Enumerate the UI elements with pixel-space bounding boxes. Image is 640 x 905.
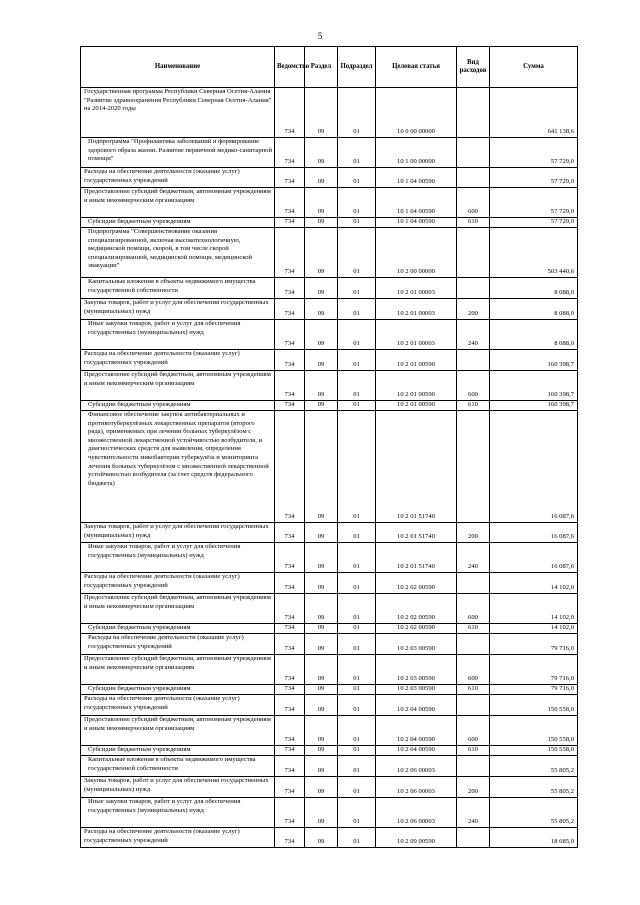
table-row bbox=[81, 168, 578, 188]
table-cell-section: 09 bbox=[305, 411, 338, 523]
table-cell-expense-type: 240 bbox=[457, 320, 490, 350]
table-cell-amount: 14 102,0 bbox=[490, 624, 578, 634]
table-cell-expense-type: 600 bbox=[457, 716, 490, 746]
table-cell-amount: 8 088,0 bbox=[490, 278, 578, 299]
table-cell-expense-type: 610 bbox=[457, 218, 490, 228]
table-cell-expense-type: 600 bbox=[457, 594, 490, 624]
table-cell-expense-type: 600 bbox=[457, 655, 490, 685]
table-cell-amount: 160 398,7 bbox=[490, 371, 578, 401]
header-name: Наименование bbox=[81, 47, 275, 88]
table-cell-name: Субсидии бюджетным учреждениям bbox=[81, 401, 275, 411]
table-cell-section: 09 bbox=[305, 168, 338, 188]
table-cell-dept: 734 bbox=[275, 523, 305, 543]
table-cell-name: Капитальные вложения в объекты недвижимого имущества государственной собственности bbox=[81, 756, 275, 777]
table-row bbox=[81, 695, 578, 716]
table-cell-dept: 734 bbox=[275, 655, 305, 685]
table-cell-dept: 734 bbox=[275, 798, 305, 828]
table-cell-section: 09 bbox=[305, 350, 338, 371]
table-cell-target: 10 2 01 00590 bbox=[376, 350, 457, 371]
table-cell-dept: 734 bbox=[275, 828, 305, 848]
header-subsection: Подраздел bbox=[338, 47, 376, 88]
header-section: Раздел bbox=[305, 47, 338, 88]
table-cell-amount: 57 729,0 bbox=[490, 138, 578, 168]
table-cell-amount: 18 685,0 bbox=[490, 828, 578, 848]
table-cell-expense-type bbox=[457, 828, 490, 848]
table-cell-dept: 734 bbox=[275, 746, 305, 756]
table-cell-section: 09 bbox=[305, 188, 338, 218]
table-cell-amount: 503 440,6 bbox=[490, 228, 578, 278]
table-cell-target: 10 2 01 51740 bbox=[376, 523, 457, 543]
table-cell-section: 09 bbox=[305, 299, 338, 320]
table-cell-target: 10 2 01 00590 bbox=[376, 371, 457, 401]
table-cell-amount: 79 716,0 bbox=[490, 655, 578, 685]
table-row bbox=[81, 756, 578, 777]
table-cell-expense-type bbox=[457, 278, 490, 299]
table-cell-subsection: 01 bbox=[338, 573, 376, 594]
table-cell-dept: 734 bbox=[275, 411, 305, 523]
table-cell-subsection: 01 bbox=[338, 411, 376, 523]
table-cell-dept: 734 bbox=[275, 299, 305, 320]
table-cell-target: 10 2 02 00590 bbox=[376, 624, 457, 634]
table-cell-expense-type: 610 bbox=[457, 624, 490, 634]
table-cell-dept: 734 bbox=[275, 543, 305, 573]
table-cell-amount: 150 558,0 bbox=[490, 746, 578, 756]
table-row bbox=[81, 228, 578, 278]
table-cell-section: 09 bbox=[305, 218, 338, 228]
table-cell-name: Предоставление субсидий бюджетным, автономным учреждениям и иным некоммерческим организациям bbox=[81, 371, 275, 401]
table-row bbox=[81, 320, 578, 350]
table-cell-target: 10 2 01 00003 bbox=[376, 320, 457, 350]
table-cell-subsection: 01 bbox=[338, 401, 376, 411]
table-cell-expense-type bbox=[457, 634, 490, 655]
table-cell-name: Закупка товаров, работ и услуг для обеспечения государственных (муниципальных) нужд bbox=[81, 299, 275, 320]
table-cell-section: 09 bbox=[305, 573, 338, 594]
table-cell-dept: 734 bbox=[275, 371, 305, 401]
table-cell-section: 09 bbox=[305, 716, 338, 746]
table-row bbox=[81, 543, 578, 573]
header-dept: Ведомство bbox=[275, 47, 305, 88]
table-row bbox=[81, 401, 578, 411]
table-cell-target: 10 1 04 00590 bbox=[376, 168, 457, 188]
table-cell-subsection: 01 bbox=[338, 88, 376, 138]
table-cell-target: 10 2 06 00003 bbox=[376, 777, 457, 798]
table-cell-dept: 734 bbox=[275, 228, 305, 278]
table-cell-dept: 734 bbox=[275, 573, 305, 594]
table-cell-expense-type bbox=[457, 411, 490, 523]
table-row bbox=[81, 746, 578, 756]
table-row bbox=[81, 523, 578, 543]
table-cell-name: Государственная программа Республики Северная Осетия-Алания "Развитие здравоохранения Республики Северная Осетия-Алания" на 2014-2020 годы bbox=[81, 88, 275, 138]
table-cell-amount: 150 558,0 bbox=[490, 716, 578, 746]
table-cell-section: 09 bbox=[305, 371, 338, 401]
table-row bbox=[81, 350, 578, 371]
table-cell-subsection: 01 bbox=[338, 756, 376, 777]
table-cell-expense-type bbox=[457, 573, 490, 594]
table-cell-expense-type bbox=[457, 756, 490, 777]
table-cell-name: Субсидии бюджетным учреждениям bbox=[81, 624, 275, 634]
table-row bbox=[81, 411, 578, 523]
table-cell-amount: 16 087,6 bbox=[490, 523, 578, 543]
table-cell-expense-type: 200 bbox=[457, 299, 490, 320]
table-row bbox=[81, 218, 578, 228]
table-row bbox=[81, 716, 578, 746]
table-cell-name: Предоставление субсидий бюджетным, автономным учреждениям и иным некоммерческим организациям bbox=[81, 594, 275, 624]
table-row bbox=[81, 299, 578, 320]
table-row bbox=[81, 371, 578, 401]
table-cell-section: 09 bbox=[305, 320, 338, 350]
table-cell-target: 10 2 02 00590 bbox=[376, 594, 457, 624]
table-cell-expense-type bbox=[457, 350, 490, 371]
table-cell-amount: 79 716,0 bbox=[490, 685, 578, 695]
table-cell-expense-type bbox=[457, 228, 490, 278]
table-cell-dept: 734 bbox=[275, 88, 305, 138]
table-row bbox=[81, 573, 578, 594]
table-cell-amount: 79 716,0 bbox=[490, 634, 578, 655]
table-cell-subsection: 01 bbox=[338, 188, 376, 218]
table-cell-expense-type bbox=[457, 695, 490, 716]
table-cell-target: 10 2 04 00590 bbox=[376, 695, 457, 716]
table-cell-target: 10 2 01 51740 bbox=[376, 411, 457, 523]
table-cell-name: Предоставление субсидий бюджетным, автономным учреждениям и иным некоммерческим организациям bbox=[81, 716, 275, 746]
budget-table bbox=[80, 46, 578, 848]
table-cell-section: 09 bbox=[305, 746, 338, 756]
table-cell-subsection: 01 bbox=[338, 624, 376, 634]
table-cell-amount: 641 138,6 bbox=[490, 88, 578, 138]
table-row bbox=[81, 655, 578, 685]
table-cell-target: 10 0 00 00000 bbox=[376, 88, 457, 138]
table-cell-amount: 55 805,2 bbox=[490, 798, 578, 828]
table-cell-expense-type: 610 bbox=[457, 685, 490, 695]
table-cell-expense-type: 240 bbox=[457, 543, 490, 573]
table-cell-subsection: 01 bbox=[338, 218, 376, 228]
table-cell-dept: 734 bbox=[275, 777, 305, 798]
table-cell-target: 10 2 01 51740 bbox=[376, 543, 457, 573]
table-cell-dept: 734 bbox=[275, 350, 305, 371]
table-cell-subsection: 01 bbox=[338, 594, 376, 624]
table-cell-expense-type: 610 bbox=[457, 401, 490, 411]
table-cell-target: 10 2 09 00590 bbox=[376, 828, 457, 848]
table-cell-subsection: 01 bbox=[338, 228, 376, 278]
table-cell-section: 09 bbox=[305, 138, 338, 168]
table-cell-subsection: 01 bbox=[338, 634, 376, 655]
table-cell-expense-type: 200 bbox=[457, 777, 490, 798]
table-cell-target: 10 1 04 00590 bbox=[376, 188, 457, 218]
table-row bbox=[81, 798, 578, 828]
table-cell-section: 09 bbox=[305, 228, 338, 278]
table-cell-dept: 734 bbox=[275, 320, 305, 350]
table-cell-section: 09 bbox=[305, 756, 338, 777]
table-cell-expense-type bbox=[457, 138, 490, 168]
table-cell-expense-type: 610 bbox=[457, 746, 490, 756]
table-cell-dept: 734 bbox=[275, 594, 305, 624]
table-cell-section: 09 bbox=[305, 798, 338, 828]
table-cell-amount: 160 398,7 bbox=[490, 350, 578, 371]
table-cell-dept: 734 bbox=[275, 138, 305, 168]
table-row bbox=[81, 278, 578, 299]
table-cell-dept: 734 bbox=[275, 756, 305, 777]
table-cell-target: 10 1 00 00000 bbox=[376, 138, 457, 168]
table-cell-name: Субсидии бюджетным учреждениям bbox=[81, 746, 275, 756]
table-cell-dept: 734 bbox=[275, 716, 305, 746]
table-cell-name: Подпрограмма "Профилактика заболеваний и формирование здорового образа жизни. Развитие первичной медико-санитарной помощи" bbox=[81, 138, 275, 168]
table-cell-amount: 57 729,0 bbox=[490, 218, 578, 228]
table-cell-section: 09 bbox=[305, 543, 338, 573]
header-expense-type: Вид расходов bbox=[457, 47, 490, 88]
table-cell-name: Иные закупки товаров, работ и услуг для обеспечения государственных (муниципальных) нужд bbox=[81, 320, 275, 350]
table-cell-name: Иные закупки товаров, работ и услуг для обеспечения государственных (муниципальных) нужд bbox=[81, 798, 275, 828]
table-cell-subsection: 01 bbox=[338, 350, 376, 371]
table-cell-dept: 734 bbox=[275, 168, 305, 188]
table-row bbox=[81, 828, 578, 848]
table-cell-dept: 734 bbox=[275, 695, 305, 716]
table-cell-target: 10 2 03 00590 bbox=[376, 655, 457, 685]
table-row bbox=[81, 88, 578, 138]
table-cell-target: 10 1 04 00590 bbox=[376, 218, 457, 228]
table-cell-target: 10 2 06 00003 bbox=[376, 756, 457, 777]
table-cell-section: 09 bbox=[305, 695, 338, 716]
table-cell-section: 09 bbox=[305, 685, 338, 695]
table-cell-target: 10 2 00 00000 bbox=[376, 228, 457, 278]
table-cell-name: Субсидии бюджетным учреждениям bbox=[81, 685, 275, 695]
table-cell-expense-type: 240 bbox=[457, 798, 490, 828]
table-cell-amount: 8 088,0 bbox=[490, 320, 578, 350]
table-cell-subsection: 01 bbox=[338, 299, 376, 320]
table-cell-name: Расходы на обеспечение деятельности (оказание услуг) государственных учреждений bbox=[81, 634, 275, 655]
table-cell-dept: 734 bbox=[275, 685, 305, 695]
table-cell-target: 10 2 06 00003 bbox=[376, 798, 457, 828]
table-cell-target: 10 2 01 00003 bbox=[376, 299, 457, 320]
table-header-row bbox=[81, 47, 578, 88]
table-cell-dept: 734 bbox=[275, 401, 305, 411]
table-cell-subsection: 01 bbox=[338, 523, 376, 543]
table-cell-expense-type bbox=[457, 88, 490, 138]
header-target: Целевая статья bbox=[376, 47, 457, 88]
table-cell-name: Подпрограмма "Совершенствование оказания специализированной, включая высокотехнологичную, медицинской помощи, скорой, в том числе скорой специализированной, медицинской помощи, медицинской эвакуации" bbox=[81, 228, 275, 278]
table-cell-section: 09 bbox=[305, 828, 338, 848]
table-cell-target: 10 2 02 00590 bbox=[376, 573, 457, 594]
table-cell-name: Предоставление субсидий бюджетным, автономным учреждениям и иным некоммерческим организациям bbox=[81, 188, 275, 218]
table-cell-target: 10 2 01 00590 bbox=[376, 401, 457, 411]
table-cell-target: 10 2 03 00590 bbox=[376, 634, 457, 655]
table-row bbox=[81, 777, 578, 798]
table-cell-target: 10 2 04 00590 bbox=[376, 716, 457, 746]
table-cell-section: 09 bbox=[305, 594, 338, 624]
table-cell-section: 09 bbox=[305, 88, 338, 138]
table-row bbox=[81, 188, 578, 218]
table-cell-name: Финансовое обеспечение закупок антибактериальных и противотуберкулёзных лекарственных препаратов (второго ряда), применяемых при лечении больных туберкулёзом с множественной лекарственной устойчивостью возбудителя, и диагностических средств для выявления, определения чувствительности микобактерии туберкулёза и мониторинга лечения больных туберкулёзом с множественной лекарственной устойчивостью возбудителя (за счет средств федерального бюджета) bbox=[81, 411, 275, 523]
table-cell-expense-type: 600 bbox=[457, 371, 490, 401]
table-cell-subsection: 01 bbox=[338, 695, 376, 716]
table-cell-amount: 16 087,6 bbox=[490, 543, 578, 573]
table-cell-amount: 14 102,0 bbox=[490, 573, 578, 594]
table-cell-amount: 57 729,0 bbox=[490, 188, 578, 218]
table-cell-subsection: 01 bbox=[338, 138, 376, 168]
table-cell-subsection: 01 bbox=[338, 685, 376, 695]
table-cell-subsection: 01 bbox=[338, 278, 376, 299]
table-cell-subsection: 01 bbox=[338, 655, 376, 685]
table-row bbox=[81, 138, 578, 168]
table-row bbox=[81, 634, 578, 655]
table-cell-dept: 734 bbox=[275, 188, 305, 218]
table-cell-amount: 14 102,0 bbox=[490, 594, 578, 624]
table-cell-name: Закупка товаров, работ и услуг для обеспечения государственных (муниципальных) нужд bbox=[81, 777, 275, 798]
table-cell-subsection: 01 bbox=[338, 716, 376, 746]
header-amount: Сумма bbox=[490, 47, 578, 88]
table-cell-target: 10 2 04 00590 bbox=[376, 746, 457, 756]
table-cell-name: Расходы на обеспечение деятельности (оказание услуг) государственных учреждений bbox=[81, 168, 275, 188]
table-cell-expense-type: 200 bbox=[457, 523, 490, 543]
table-cell-subsection: 01 bbox=[338, 543, 376, 573]
table-cell-dept: 734 bbox=[275, 218, 305, 228]
table-cell-amount: 160 398,7 bbox=[490, 401, 578, 411]
table-cell-subsection: 01 bbox=[338, 798, 376, 828]
table-cell-subsection: 01 bbox=[338, 746, 376, 756]
table-cell-amount: 55 805,2 bbox=[490, 756, 578, 777]
table-cell-subsection: 01 bbox=[338, 320, 376, 350]
table-cell-name: Капитальные вложения в объекты недвижимого имущества государственной собственности bbox=[81, 278, 275, 299]
table-cell-amount: 16 087,6 bbox=[490, 411, 578, 523]
table-cell-name: Субсидии бюджетным учреждениям bbox=[81, 218, 275, 228]
table-cell-amount: 57 729,0 bbox=[490, 168, 578, 188]
table-row bbox=[81, 685, 578, 695]
table-cell-expense-type: 600 bbox=[457, 188, 490, 218]
table-cell-subsection: 01 bbox=[338, 828, 376, 848]
table-cell-amount: 55 805,2 bbox=[490, 777, 578, 798]
table-cell-target: 10 2 03 00590 bbox=[376, 685, 457, 695]
table-cell-subsection: 01 bbox=[338, 371, 376, 401]
table-cell-name: Иные закупки товаров, работ и услуг для обеспечения государственных (муниципальных) нужд bbox=[81, 543, 275, 573]
table-cell-amount: 150 558,0 bbox=[490, 695, 578, 716]
table-cell-name: Предоставление субсидий бюджетным, автономным учреждениям и иным некоммерческим организациям bbox=[81, 655, 275, 685]
table-cell-name: Расходы на обеспечение деятельности (оказание услуг) государственных учреждений bbox=[81, 350, 275, 371]
table-cell-name: Расходы на обеспечение деятельности (оказание услуг) государственных учреждений bbox=[81, 695, 275, 716]
table-row bbox=[81, 594, 578, 624]
page-number: 5 bbox=[317, 31, 323, 41]
table-cell-section: 09 bbox=[305, 777, 338, 798]
table-row bbox=[81, 624, 578, 634]
table-cell-section: 09 bbox=[305, 655, 338, 685]
table-cell-name: Закупка товаров, работ и услуг для обеспечения государственных (муниципальных) нужд bbox=[81, 523, 275, 543]
table-cell-section: 09 bbox=[305, 278, 338, 299]
table-cell-amount: 8 088,0 bbox=[490, 299, 578, 320]
table-cell-subsection: 01 bbox=[338, 777, 376, 798]
table-cell-dept: 734 bbox=[275, 624, 305, 634]
table-cell-section: 09 bbox=[305, 624, 338, 634]
table-cell-dept: 734 bbox=[275, 278, 305, 299]
table-cell-section: 09 bbox=[305, 634, 338, 655]
table-cell-expense-type bbox=[457, 168, 490, 188]
table-cell-name: Расходы на обеспечение деятельности (оказание услуг) государственных учреждений bbox=[81, 573, 275, 594]
table-cell-name: Расходы на обеспечение деятельности (оказание услуг) государственных учреждений bbox=[81, 828, 275, 848]
table-cell-section: 09 bbox=[305, 523, 338, 543]
table-cell-subsection: 01 bbox=[338, 168, 376, 188]
table-cell-section: 09 bbox=[305, 401, 338, 411]
table-cell-dept: 734 bbox=[275, 634, 305, 655]
table-cell-target: 10 2 01 00003 bbox=[376, 278, 457, 299]
